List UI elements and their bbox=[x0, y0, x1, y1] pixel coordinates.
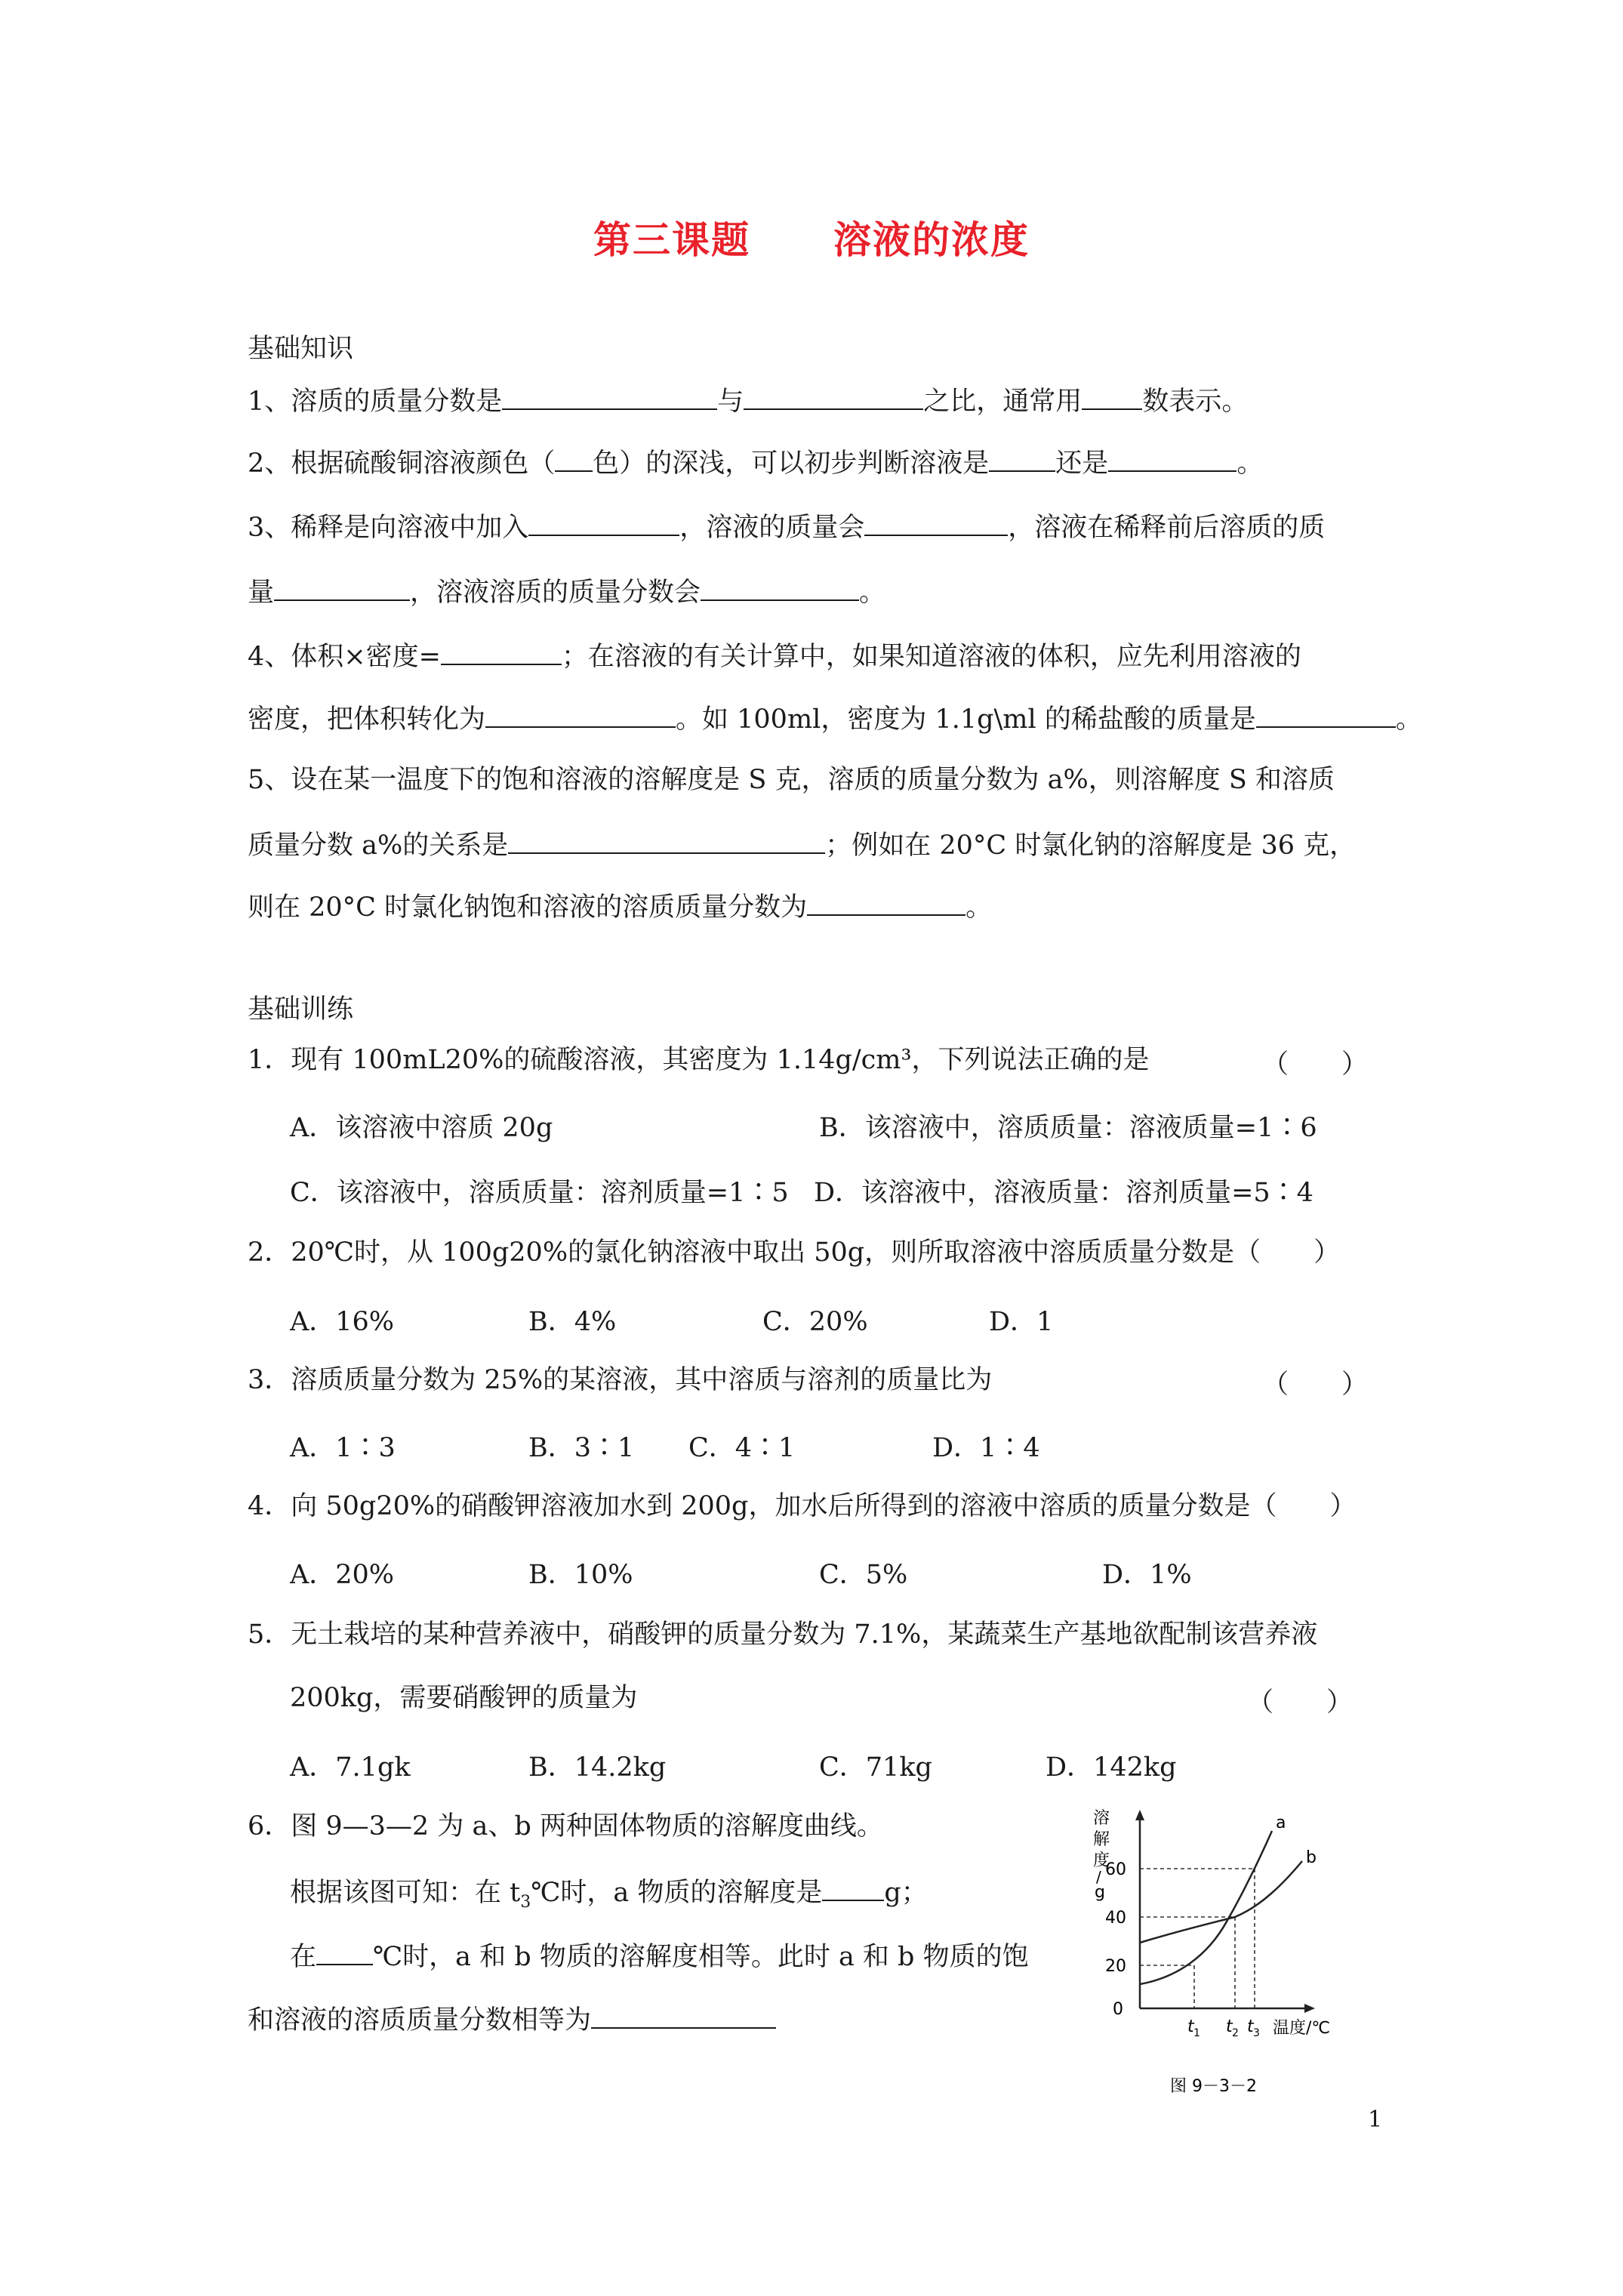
answer-blank[interactable] bbox=[508, 827, 825, 854]
question-4-stem: 4．向 50g20%的硝酸钾溶液加水到 200g，加水后所得到的溶液中溶质的质量分数是（ ） bbox=[248, 1491, 1357, 1521]
answer-blank[interactable] bbox=[591, 2002, 776, 2029]
answer-blank[interactable] bbox=[316, 1938, 373, 1965]
answer-blank[interactable] bbox=[502, 383, 717, 410]
answer-blank[interactable] bbox=[274, 574, 410, 601]
curve-a-label: a bbox=[1276, 1814, 1286, 1832]
knowledge-item-5: 5、设在某一温度下的饱和溶液的溶解度是 S 克，溶质的质量分数为 a%，则溶解度 S 和溶质 bbox=[248, 765, 1335, 795]
answer-blank[interactable] bbox=[744, 383, 923, 410]
q2-option-c[interactable]: C．20% bbox=[762, 1307, 868, 1337]
question-2-stem: 2．20℃时，从 100g20%的氯化钠溶液中取出 50g，则所取溶液中溶质质量分数是（ ） bbox=[248, 1237, 1341, 1268]
knowledge-item-2: 2、根据硫酸铜溶液颜色（ 色）的深浅，可以初步判断溶液是 还是 。 bbox=[248, 445, 1263, 480]
svg-text:2: 2 bbox=[1232, 2027, 1239, 2039]
knowledge-item-4-cont: 密度，把体积转化为 。如 100ml，密度为 1.1g\ml 的稀盐酸的质量是 。 bbox=[248, 701, 1422, 736]
knowledge-item-3: 3、稀释是向溶液中加入 ，溶液的质量会 ，溶液在稀释前后溶质的质 bbox=[248, 509, 1325, 544]
svg-text:t: t bbox=[1247, 2017, 1254, 2036]
x-tick-t2 bbox=[1226, 2017, 1239, 2039]
svg-text:t: t bbox=[1226, 2017, 1233, 2036]
y-tick-label: 40 bbox=[1105, 1909, 1126, 1928]
knowledge-item-3-cont: 量 ，溶液溶质的质量分数会 。 bbox=[248, 574, 885, 609]
x-axis-label: 温度/℃ bbox=[1273, 2019, 1331, 2038]
question-5-stem-cont: 200kg，需要硝酸钾的质量为 bbox=[290, 1683, 638, 1713]
q3-option-c[interactable]: C．4∶1 bbox=[688, 1433, 796, 1463]
svg-text:溶: 溶 bbox=[1093, 1809, 1110, 1828]
question-6-line4: 和溶液的溶质质量分数相等为 bbox=[248, 2002, 776, 2037]
q1-option-d[interactable]: D．该溶液中，溶液质量：溶剂质量=5∶4 bbox=[814, 1178, 1313, 1208]
svg-text:g: g bbox=[1095, 1883, 1105, 1902]
q3-option-b[interactable]: B．3∶1 bbox=[528, 1433, 635, 1463]
question-6-line2: 根据该图可知：在 $t_3℃$时，a 物质的溶解度是 g； bbox=[290, 1874, 928, 1919]
question-6-stem: 6．图 9—3—2 为 a、b 两种固体物质的溶解度曲线。 bbox=[248, 1811, 883, 1841]
answer-blank[interactable] bbox=[701, 574, 859, 601]
q1-option-c[interactable]: C．该溶液中，溶质质量：溶剂质量=1∶5 bbox=[290, 1178, 789, 1208]
y-axis-arrow bbox=[1135, 1810, 1144, 1820]
question-6-line3: 在 ℃时，a 和 b 物质的溶解度相等。此时 a 和 b 物质的饱 bbox=[290, 1938, 1029, 1974]
q2-option-a[interactable]: A．16% bbox=[290, 1307, 395, 1337]
answer-blank[interactable] bbox=[1108, 445, 1236, 472]
x-axis-arrow bbox=[1304, 2004, 1315, 2013]
section-heading-basic-knowledge: 基础知识 bbox=[248, 334, 354, 364]
q5-option-a[interactable]: A．7.1gk bbox=[290, 1752, 411, 1783]
svg-text:t: t bbox=[1187, 2017, 1194, 2036]
curve-b-label: b bbox=[1306, 1848, 1317, 1867]
answer-paren[interactable]: （ ） bbox=[1247, 1687, 1354, 1718]
solubility-curve-figure bbox=[1087, 1801, 1374, 2110]
answer-blank[interactable] bbox=[807, 889, 965, 916]
knowledge-item-4: 4、体积×密度= ；在溶液的有关计算中，如果知道溶液的体积，应先利用溶液的 bbox=[248, 638, 1301, 673]
x-tick-t3 bbox=[1247, 2017, 1260, 2039]
svg-text:1: 1 bbox=[1193, 2027, 1200, 2039]
q2-option-b[interactable]: B．4% bbox=[528, 1307, 617, 1337]
answer-blank[interactable] bbox=[485, 701, 676, 728]
answer-paren[interactable]: （ ） bbox=[1262, 1049, 1369, 1080]
page-title bbox=[0, 210, 1623, 264]
title-part2: 溶液的浓度 bbox=[833, 217, 1030, 262]
knowledge-item-1: 1、溶质的质量分数是 与 之比，通常用 数表示。 bbox=[248, 383, 1248, 418]
q4-option-b[interactable]: B．10% bbox=[528, 1560, 633, 1590]
title-part1: 第三课题 bbox=[593, 217, 750, 262]
answer-blank[interactable] bbox=[555, 445, 593, 472]
q1-option-a[interactable]: A．该溶液中溶质 20g bbox=[290, 1113, 553, 1143]
q1-option-b[interactable]: B．该溶液中，溶质质量：溶液质量=1∶6 bbox=[819, 1113, 1317, 1143]
q3-option-a[interactable]: A．1∶3 bbox=[290, 1433, 396, 1463]
answer-blank[interactable] bbox=[822, 1874, 884, 1901]
answer-blank[interactable] bbox=[528, 509, 679, 536]
answer-blank[interactable] bbox=[1256, 701, 1396, 728]
question-3-stem: 3．溶质质量分数为 25%的某溶液，其中溶质与溶剂的质量比为 bbox=[248, 1365, 993, 1395]
svg-text:解: 解 bbox=[1093, 1830, 1110, 1849]
q2-option-d[interactable]: D．1 bbox=[989, 1307, 1054, 1337]
knowledge-item-5-cont2: 则在 20°C 时氯化钠饱和溶液的溶质质量分数为 。 bbox=[248, 889, 992, 924]
answer-blank[interactable] bbox=[1082, 383, 1142, 410]
answer-blank[interactable] bbox=[441, 638, 562, 665]
question-1-stem: 1．现有 100mL20%的硫酸溶液，其密度为 1.14g/cm³，下列说法正确的是 bbox=[248, 1045, 1150, 1075]
svg-text:3: 3 bbox=[1253, 2027, 1260, 2039]
q5-option-c[interactable]: C．71kg bbox=[819, 1752, 932, 1783]
y-tick-label: 20 bbox=[1105, 1957, 1126, 1976]
svg-text:度: 度 bbox=[1093, 1851, 1110, 1870]
figure-caption: 图 9－3－2 bbox=[1170, 2077, 1257, 2096]
q5-option-b[interactable]: B．14.2kg bbox=[528, 1752, 667, 1783]
answer-blank[interactable] bbox=[864, 509, 1008, 536]
q5-option-d[interactable]: D．142kg bbox=[1046, 1752, 1177, 1783]
svg-text:/: / bbox=[1096, 1868, 1101, 1886]
q4-option-c[interactable]: C．5% bbox=[819, 1560, 908, 1590]
question-5-stem: 5．无土栽培的某种营养液中，硝酸钾的质量分数为 7.1%，某蔬菜生产基地欲配制该营养液 bbox=[248, 1620, 1318, 1650]
page-number: 1 bbox=[1368, 2106, 1383, 2133]
y-tick-label: 0 bbox=[1113, 2000, 1123, 2019]
section-heading-basic-training: 基础训练 bbox=[248, 994, 354, 1025]
knowledge-item-5-cont: 质量分数 a%的关系是 ；例如在 20°C 时氯化钠的溶解度是 36 克， bbox=[248, 827, 1356, 862]
answer-paren[interactable]: （ ） bbox=[1262, 1370, 1369, 1400]
answer-blank[interactable] bbox=[989, 445, 1055, 472]
q4-option-d[interactable]: D．1% bbox=[1102, 1560, 1192, 1590]
q4-option-a[interactable]: A．20% bbox=[290, 1560, 395, 1590]
y-axis-label bbox=[1093, 1809, 1110, 1902]
y-tick-label: 60 bbox=[1105, 1860, 1126, 1879]
x-tick-t1 bbox=[1187, 2017, 1200, 2039]
q3-option-d[interactable]: D．1∶4 bbox=[932, 1433, 1040, 1463]
